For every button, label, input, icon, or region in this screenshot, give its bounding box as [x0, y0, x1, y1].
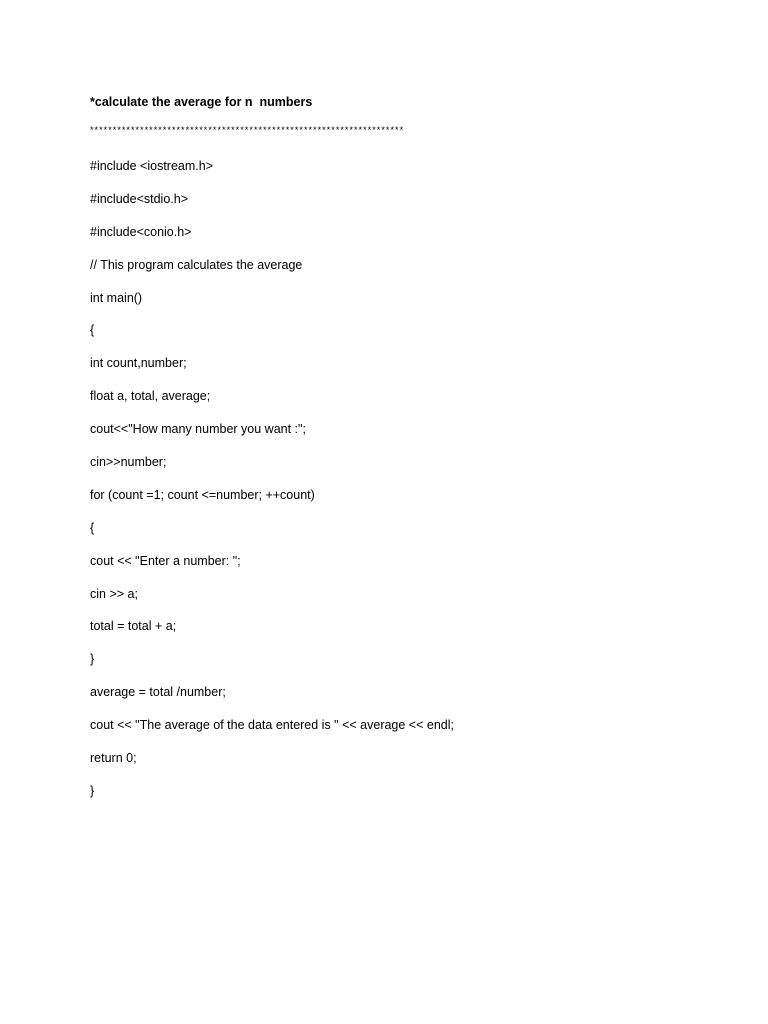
code-line: } [90, 652, 95, 667]
code-line: cout << "Enter a number: "; [90, 553, 241, 568]
code-line: int count,number; [90, 356, 187, 371]
code-line: { [90, 323, 95, 338]
separator-line: ********************************************************************* [90, 125, 405, 135]
code-line: #include<stdio.h> [90, 191, 188, 206]
document-body [90, 92, 710, 814]
code-listing [90, 156, 710, 801]
code-line: for (count =1; count <=number; ++count) [90, 487, 315, 502]
code-line: average = total /number; [90, 685, 226, 700]
code-line: #include <iostream.h> [90, 159, 213, 173]
code-line: return 0; [90, 751, 137, 766]
code-line: float a, total, average; [90, 389, 211, 404]
document-title: *calculate the average for n numbers [90, 95, 313, 109]
code-line: int main() [90, 290, 143, 305]
code-line: cout<<"How many number you want :"; [90, 422, 306, 437]
code-line: total = total + a; [90, 619, 177, 634]
code-line: #include<conio.h> [90, 224, 192, 239]
code-line: cout << "The average of the data entered is " << average << endl; [90, 718, 454, 733]
code-line: } [90, 783, 95, 798]
code-line: // This program calculates the average [90, 257, 303, 272]
code-line: { [90, 520, 95, 535]
code-line: cin>>number; [90, 455, 167, 470]
code-line: cin >> a; [90, 586, 138, 601]
